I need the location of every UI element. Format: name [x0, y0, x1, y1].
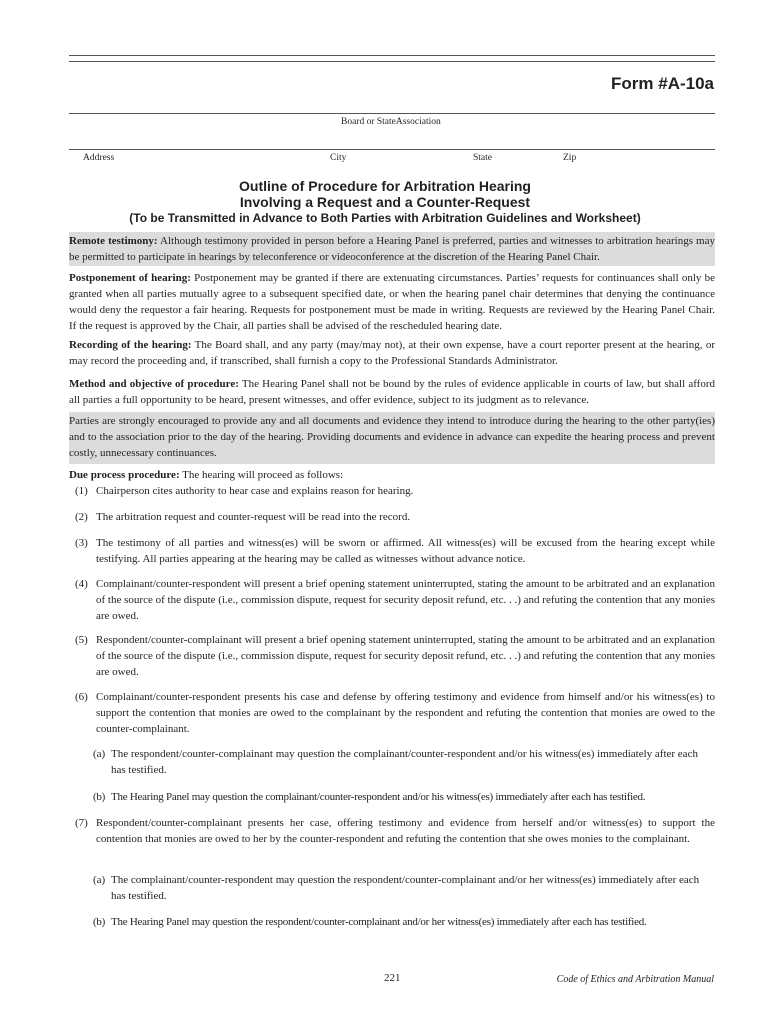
substep-letter: (b) [93, 916, 106, 928]
step-6a [93, 746, 715, 778]
step-number: (7) [75, 817, 88, 829]
recording-text: The Board shall, and any party (may/may not), at their own expense, have a court reporter present at the hearing, or may record the proceeding and, if transcribed, shall furnish a copy to the Professional Standards Administrator. [69, 339, 715, 367]
step-text: Respondent/counter-complainant will present a brief opening statement uninterrupted, stating the amount to be arbitrated and an explanation of the source of the dispute (i.e., commission dispute, request for security deposit refund, etc. . .) and refuting the contention that any monies are owed. [96, 634, 715, 678]
state-field-label: State [473, 153, 492, 163]
substep-text: The Hearing Panel may question the complainant/counter-respondent and/or his witness(es) immediately after each has testified. [111, 791, 646, 803]
step-7b [93, 914, 733, 930]
step-text: The testimony of all parties and witness(es) will be sworn or affirmed. All witness(es) will be excused from the hearing except while testifying. All parties appearing at the hearing may be called as witnesses without advance notice. [96, 537, 715, 565]
step-4 [75, 576, 715, 624]
recording-section [69, 337, 715, 369]
zip-field-label: Zip [563, 153, 577, 163]
document-subtitle: (To be Transmitted in Advance to Both Parties with Arbitration Guidelines and Worksheet) [129, 211, 641, 225]
postponement-heading: Postponement of hearing: [69, 272, 191, 284]
step-number: (1) [75, 485, 88, 497]
postponement-section [69, 270, 715, 334]
step-6 [75, 689, 715, 737]
remote-testimony-section [69, 232, 715, 266]
remote-testimony-heading: Remote testimony: [69, 235, 158, 247]
board-field-label: Board or StateAssociation [341, 117, 441, 127]
step-6b [93, 789, 733, 805]
due-process-text: The hearing will proceed as follows: [179, 469, 344, 481]
method-heading: Method and objective of procedure: [69, 378, 239, 390]
step-number: (6) [75, 691, 88, 703]
substep-letter: (a) [93, 874, 106, 886]
step-text: Chairperson cites authority to hear case and explains reason for hearing. [96, 485, 414, 497]
substep-text: The complainant/counter-respondent may question the respondent/counter-complainant and/or her witness(es) immediately after each has testified. [111, 874, 700, 902]
step-1 [75, 483, 715, 499]
step-3 [75, 535, 715, 567]
method-section [69, 376, 715, 408]
document-title-line1: Outline of Procedure for Arbitration Hearing [239, 178, 531, 194]
step-number: (4) [75, 578, 88, 590]
top-rule [69, 55, 715, 56]
substep-text: The respondent/counter-complainant may question the complainant/counter-respondent and/or his witness(es) immediately after each has testified. [111, 748, 698, 776]
step-text: Complainant/counter-respondent presents his case and defense by offering testimony and evidence from himself and/or his witness(es) to support the contention that monies are owed to the complainant by the respondent and refuting the contention that monies are owed to the counter-complainant. [96, 691, 715, 735]
due-process-section [69, 467, 715, 483]
board-field-line [69, 113, 715, 114]
manual-title: Code of Ethics and Arbitration Manual [556, 974, 714, 985]
recording-heading: Recording of the hearing: [69, 339, 192, 351]
step-7 [75, 815, 715, 847]
step-7a [93, 872, 715, 904]
postponement-text: Postponement may be granted if there are extenuating circumstances. Parties’ requests for continuances shall only be granted when all parties mutually agree to a subsequent specified date, or when the hearing panel chair determines that denying the continuance would deny the requestor a fair hearing. Requests for postponement must be made in writing. Requests are reviewed by the Hearing Panel Chair. If the request is approved by the Chair, all parties shall be advised of the rescheduled hearing date. [69, 272, 715, 332]
due-process-heading: Due process procedure: [69, 469, 180, 481]
method-text: The Hearing Panel shall not be bound by the rules of evidence applicable in courts of law, but shall afford all parties a full opportunity to be heard, present witnesses, and offer evidence, subject to its judgment as to relevance. [69, 378, 715, 406]
top-rule-2 [69, 61, 715, 62]
substep-letter: (a) [93, 748, 106, 760]
document-title-line2: Involving a Request and a Counter-Request [239, 194, 531, 210]
page-number: 221 [384, 972, 401, 984]
step-number: (3) [75, 537, 88, 549]
step-number: (5) [75, 634, 88, 646]
form-number: Form #A-10a [611, 74, 714, 93]
substep-text: The Hearing Panel may question the respondent/counter-complainant and/or her witness(es) immediately after each has testified. [111, 916, 647, 928]
address-field-line [69, 149, 715, 150]
step-text: The arbitration request and counter-request will be read into the record. [96, 511, 411, 523]
step-5 [75, 632, 715, 680]
address-field-label: Address [83, 153, 115, 163]
step-text: Respondent/counter-complainant presents her case, offering testimony and evidence from herself and/or witness(es) to support the contention that monies are owed to her by the counter-respondent and refuting the contention that she owes monies to the complainant. [96, 817, 715, 845]
remote-testimony-text: Although testimony provided in person before a Hearing Panel is preferred, parties and witnesses to arbitration hearings may be permitted to participate in hearings by teleconference or videoconference at the discretion of the Hearing Panel Chair. [69, 235, 715, 263]
step-number: (2) [75, 511, 88, 523]
advance-evidence-section [69, 412, 715, 464]
substep-letter: (b) [93, 791, 106, 803]
step-text: Complainant/counter-respondent will present a brief opening statement uninterrupted, stating the amount to be arbitrated and an explanation of the source of the dispute (i.e., commission dispute, request for security deposit refund, etc. . .) and refuting the contention that any monies are owed. [96, 578, 715, 622]
advance-evidence-text: Parties are strongly encouraged to provide any and all documents and evidence they intend to introduce during the hearing to the other party(ies) and to the association prior to the day of the hearing. Providing documents and evidence in advance can expedite the hearing process and prevent costly, unnecessary continuances. [69, 415, 715, 459]
step-2 [75, 509, 715, 525]
city-field-label: City [330, 153, 347, 163]
